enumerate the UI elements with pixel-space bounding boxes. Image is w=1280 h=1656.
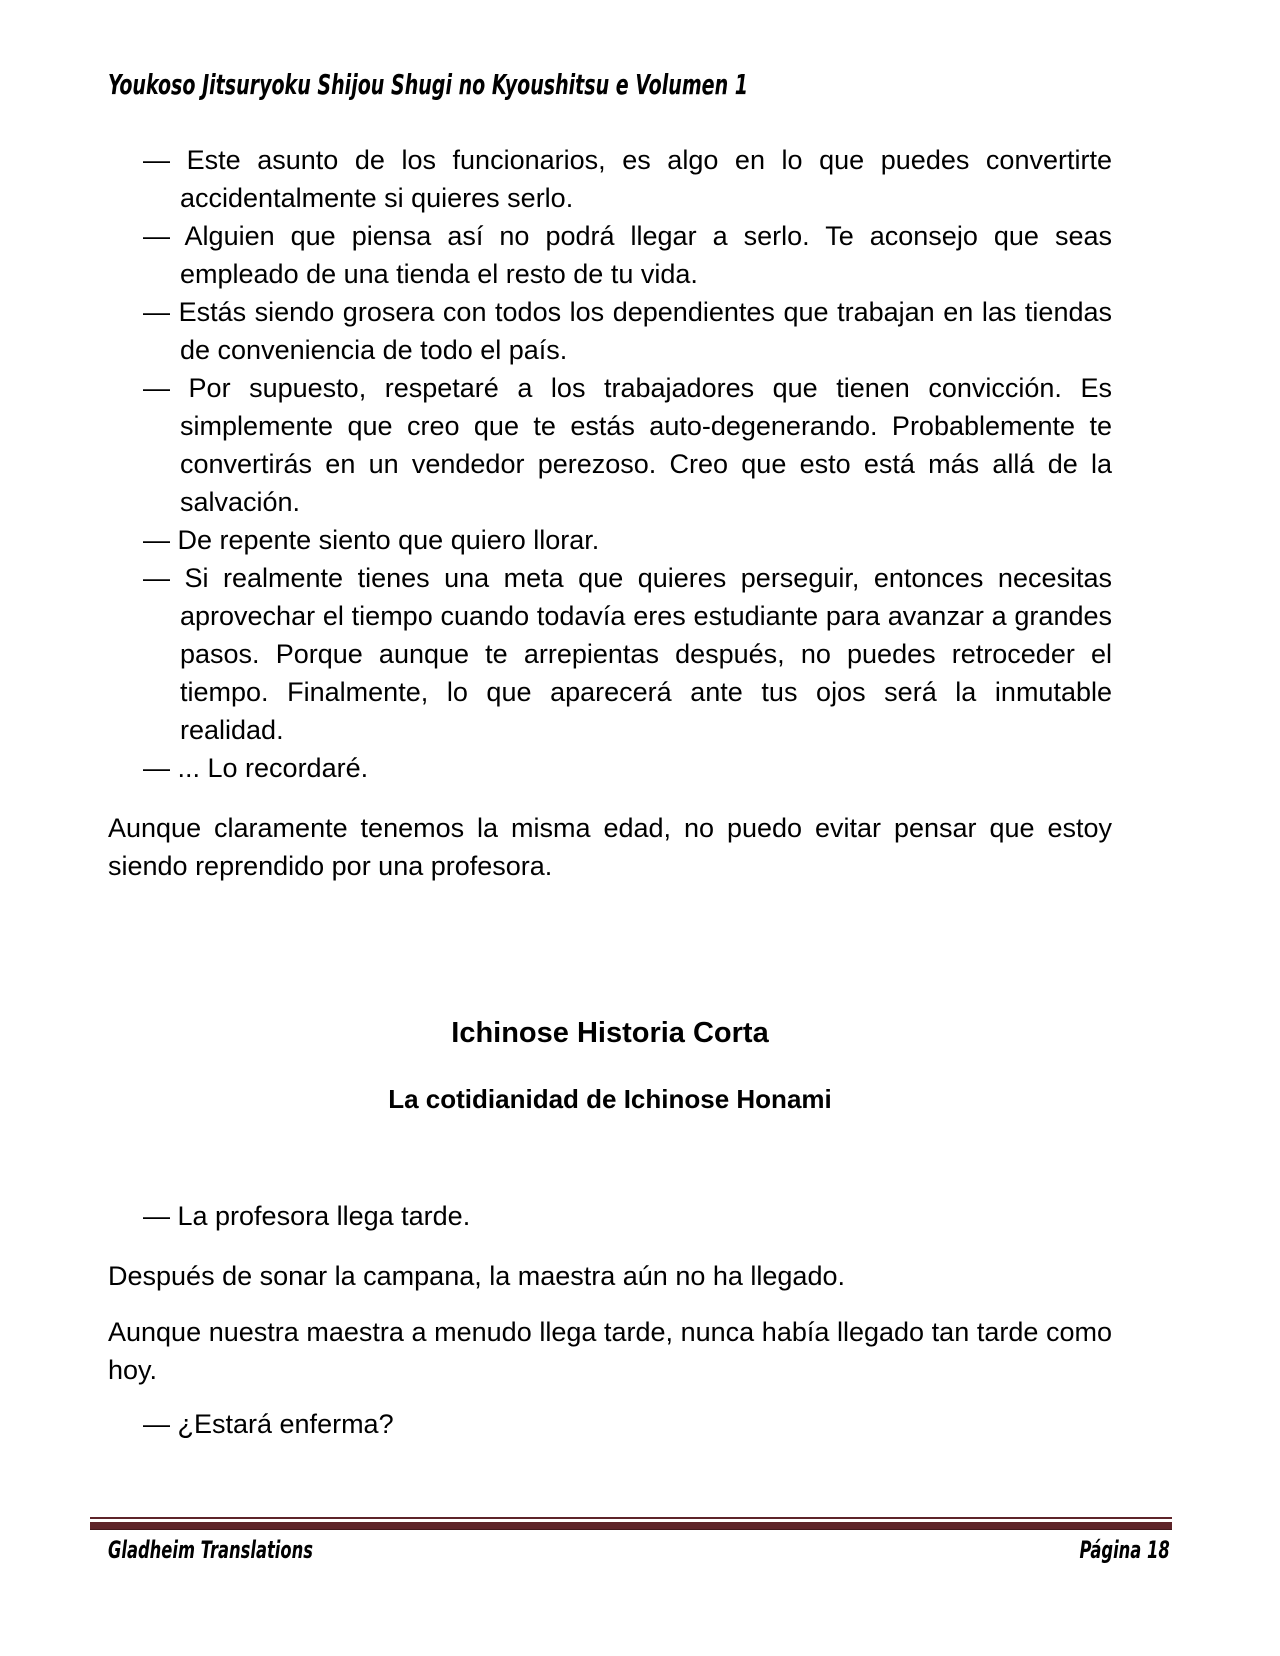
header-title: Youkoso Jitsuryoku Shijou Shugi no Kyoushitsu e Volumen 1 — [108, 68, 749, 101]
dialogue-line: — Si realmente tienes una meta que quieres perseguir, entonces necesitas aprovechar el tiempo cuando todavía eres estudiante para avanzar a grandes pasos. Porque aunque te arrepientas después, no puedes retroceder el tiempo. Finalmente, lo que aparecerá ante tus ojos será la inmutable realidad. — [143, 563, 1112, 745]
narration-paragraph: Aunque nuestra maestra a menudo llega tarde, nunca había llegado tan tarde como hoy. — [108, 1317, 1112, 1385]
dialogue-line: — Por supuesto, respetaré a los trabajadores que tienen convicción. Es simplemente que creo que te estás auto-degenerando. Probablemente te convertirás en un vendedor perezoso. Creo que esto está más allá de la salvación. — [143, 373, 1112, 517]
footer-page-number: Página 18 — [1079, 1536, 1170, 1564]
page-content — [108, 141, 1112, 1443]
narration-paragraph: Aunque claramente tenemos la misma edad, no puedo evitar pensar que estoy siendo reprendido por una profesora. — [108, 813, 1112, 881]
section-title: Ichinose Historia Corta — [451, 1017, 769, 1049]
dialogue-line: — De repente siento que quiero llorar. — [143, 525, 600, 555]
dialogue-line: — La profesora llega tarde. — [143, 1201, 471, 1231]
dialogue-line: — ... Lo recordaré. — [143, 753, 369, 783]
section-subtitle: La cotidianidad de Ichinose Honami — [388, 1084, 832, 1114]
dialogue-line: — Este asunto de los funcionarios, es algo en lo que puedes convertirte accidentalmente si quieres serlo. — [143, 145, 1112, 213]
footer-rule-thick-line — [90, 1522, 1172, 1530]
dialogue-line: — Alguien que piensa así no podrá llegar a serlo. Te aconsejo que seas empleado de una tienda el resto de tu vida. — [143, 221, 1112, 289]
dialogue-line: — ¿Estará enferma? — [143, 1409, 394, 1439]
footer-rule — [90, 1517, 1172, 1530]
page-footer — [90, 1517, 1172, 1564]
footer-translator-credit: Gladheim Translations — [108, 1536, 313, 1564]
dialogue-line: — Estás siendo grosera con todos los dependientes que trabajan en las tiendas de conveniencia de todo el país. — [143, 297, 1112, 365]
page-header — [108, 68, 1112, 101]
footer-row — [90, 1536, 1172, 1564]
narration-paragraph: Después de sonar la campana, la maestra aún no ha llegado. — [108, 1261, 845, 1291]
